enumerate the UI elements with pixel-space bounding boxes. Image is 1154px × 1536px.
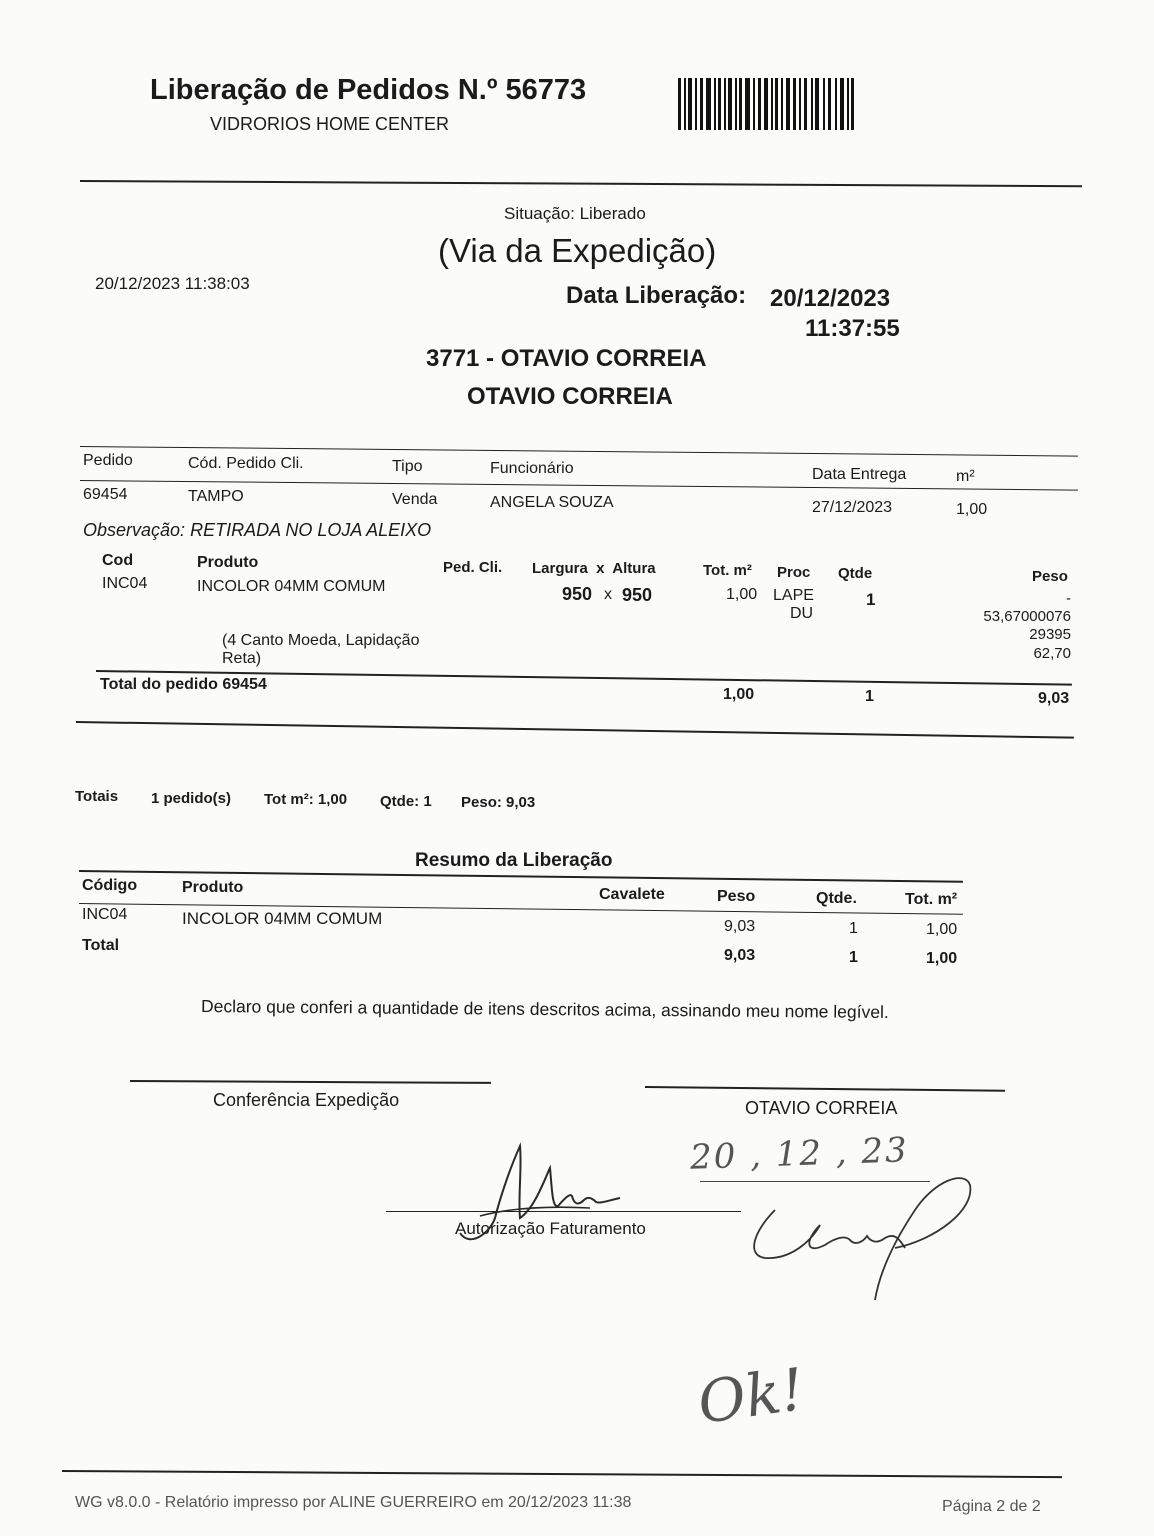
observacao-text: RETIRADA NO LOJA ALEIXO xyxy=(190,520,432,540)
item-note-1: (4 Canto Moeda, Lapidação xyxy=(222,632,420,649)
order-total-qtde: 1 xyxy=(865,688,874,705)
handwritten-date: 20 , 12 , 23 xyxy=(689,1130,910,1178)
summary-col-cavalete: Cavalete xyxy=(599,886,665,903)
col-cod-pedido-cli: Cód. Pedido Cli. xyxy=(188,455,304,472)
item-peso-2: 53,67000076 xyxy=(983,608,1071,625)
col-pedido: Pedido xyxy=(83,452,133,469)
totals-qtde: Qtde: 1 xyxy=(380,793,432,810)
summary-col-tot-m2: Tot. m² xyxy=(905,891,958,908)
header-divider xyxy=(80,180,1082,187)
footer-printed-by: WG v8.0.0 - Relatório impresso por ALINE GUERREIRO em 20/12/2023 11:38 xyxy=(75,1494,632,1511)
item-col-produto: Produto xyxy=(197,554,259,571)
summary-tot-m2: 1,00 xyxy=(926,921,958,938)
summary-col-codigo: Código xyxy=(82,877,138,894)
footer-line xyxy=(62,1470,1062,1478)
item-col-tot-m2: Tot. m² xyxy=(703,562,752,579)
totals-label: Totais xyxy=(75,788,119,805)
conferencia-line xyxy=(130,1080,491,1084)
col-m2: m² xyxy=(956,468,975,485)
observacao-label: Observação: xyxy=(83,520,186,540)
observacao xyxy=(83,520,431,541)
item-produto: INCOLOR 04MM COMUM xyxy=(197,578,386,595)
order-bottom-line xyxy=(76,721,1074,739)
item-col-proc: Proc xyxy=(777,564,811,581)
item-x: x xyxy=(604,586,612,603)
release-date: 20/12/2023 xyxy=(770,285,891,312)
summary-col-produto: Produto xyxy=(182,879,244,896)
order-total-m2: 1,00 xyxy=(723,686,755,703)
item-peso-3: 29395 xyxy=(1029,626,1071,643)
col-tipo: Tipo xyxy=(392,458,423,475)
cell-cod-pedido-cli: TAMPO xyxy=(188,488,244,505)
col-funcionario: Funcionário xyxy=(490,460,574,477)
item-altura: 950 xyxy=(622,585,653,605)
company-name: VIDRORIOS HOME CENTER xyxy=(210,114,450,134)
order-total-peso: 9,03 xyxy=(1038,690,1070,707)
barcode xyxy=(678,78,854,130)
item-largura: 950 xyxy=(562,584,593,604)
handwritten-ok: Ok! xyxy=(693,1354,809,1438)
footer-page: Página 2 de 2 xyxy=(942,1498,1041,1515)
summary-total-peso: 9,03 xyxy=(724,947,756,964)
item-qtde: 1 xyxy=(866,590,876,609)
item-peso-1: - xyxy=(1066,590,1071,607)
order-total-label: Total do pedido 69454 xyxy=(100,676,267,693)
release-label: Data Liberação: xyxy=(566,282,747,309)
signature-client xyxy=(735,1170,995,1310)
item-tot-m2: 1,00 xyxy=(726,586,758,603)
cell-m2: 1,00 xyxy=(956,501,988,518)
col-data-entrega: Data Entrega xyxy=(812,466,907,483)
summary-total-qtde: 1 xyxy=(849,949,858,966)
conferencia-label: Conferência Expedição xyxy=(213,1090,400,1110)
via-title: (Via da Expedição) xyxy=(438,232,717,269)
cell-tipo: Venda xyxy=(392,491,438,508)
declaration-text: Declaro que conferi a quantidade de itens descritos acima, assinando meu nome legível. xyxy=(200,996,889,1023)
item-col-largura-altura: Largura x Altura xyxy=(532,560,656,577)
summary-produto: INCOLOR 04MM COMUM xyxy=(182,909,383,928)
summary-total-tot-m2: 1,00 xyxy=(926,950,958,967)
release-time: 11:37:55 xyxy=(805,315,900,342)
item-col-cod: Cod xyxy=(102,552,134,569)
print-datetime: 20/12/2023 11:38:03 xyxy=(95,274,250,293)
signature-authorization xyxy=(440,1138,640,1248)
totals-m2: Tot m²: 1,00 xyxy=(264,791,348,808)
item-col-ped-cli: Ped. Cli. xyxy=(443,559,503,576)
status-text: Situação: Liberado xyxy=(504,204,646,223)
client-line2: OTAVIO CORREIA xyxy=(467,383,673,410)
client-line1: 3771 - OTAVIO CORREIA xyxy=(426,345,707,372)
cell-pedido: 69454 xyxy=(83,486,128,503)
summary-peso: 9,03 xyxy=(724,918,756,935)
item-col-qtde: Qtde xyxy=(838,565,873,582)
summary-title: Resumo da Liberação xyxy=(415,850,613,871)
summary-qtde: 1 xyxy=(849,920,858,937)
summary-col-qtde: Qtde. xyxy=(816,890,857,907)
item-proc-2: DU xyxy=(790,605,814,622)
autorizacao-label: Autorização Faturamento xyxy=(455,1219,646,1238)
summary-codigo: INC04 xyxy=(82,906,128,923)
client-sign-name: OTAVIO CORREIA xyxy=(745,1098,898,1118)
totals-peso: Peso: 9,03 xyxy=(461,794,536,811)
totals-pedidos: 1 pedido(s) xyxy=(151,790,232,807)
cell-funcionario: ANGELA SOUZA xyxy=(490,494,614,511)
item-col-peso: Peso xyxy=(1032,568,1068,585)
item-proc-1: LAPE xyxy=(773,587,814,604)
document-title: Liberação de Pedidos N.º 56773 xyxy=(150,74,587,106)
client-sign-line xyxy=(645,1086,1005,1092)
summary-total-label: Total xyxy=(82,937,120,954)
summary-col-peso: Peso xyxy=(717,888,756,905)
item-cod: INC04 xyxy=(102,575,148,592)
item-note-2: Reta) xyxy=(222,650,262,667)
item-peso-4: 62,70 xyxy=(1033,645,1071,662)
cell-data-entrega: 27/12/2023 xyxy=(812,499,893,516)
